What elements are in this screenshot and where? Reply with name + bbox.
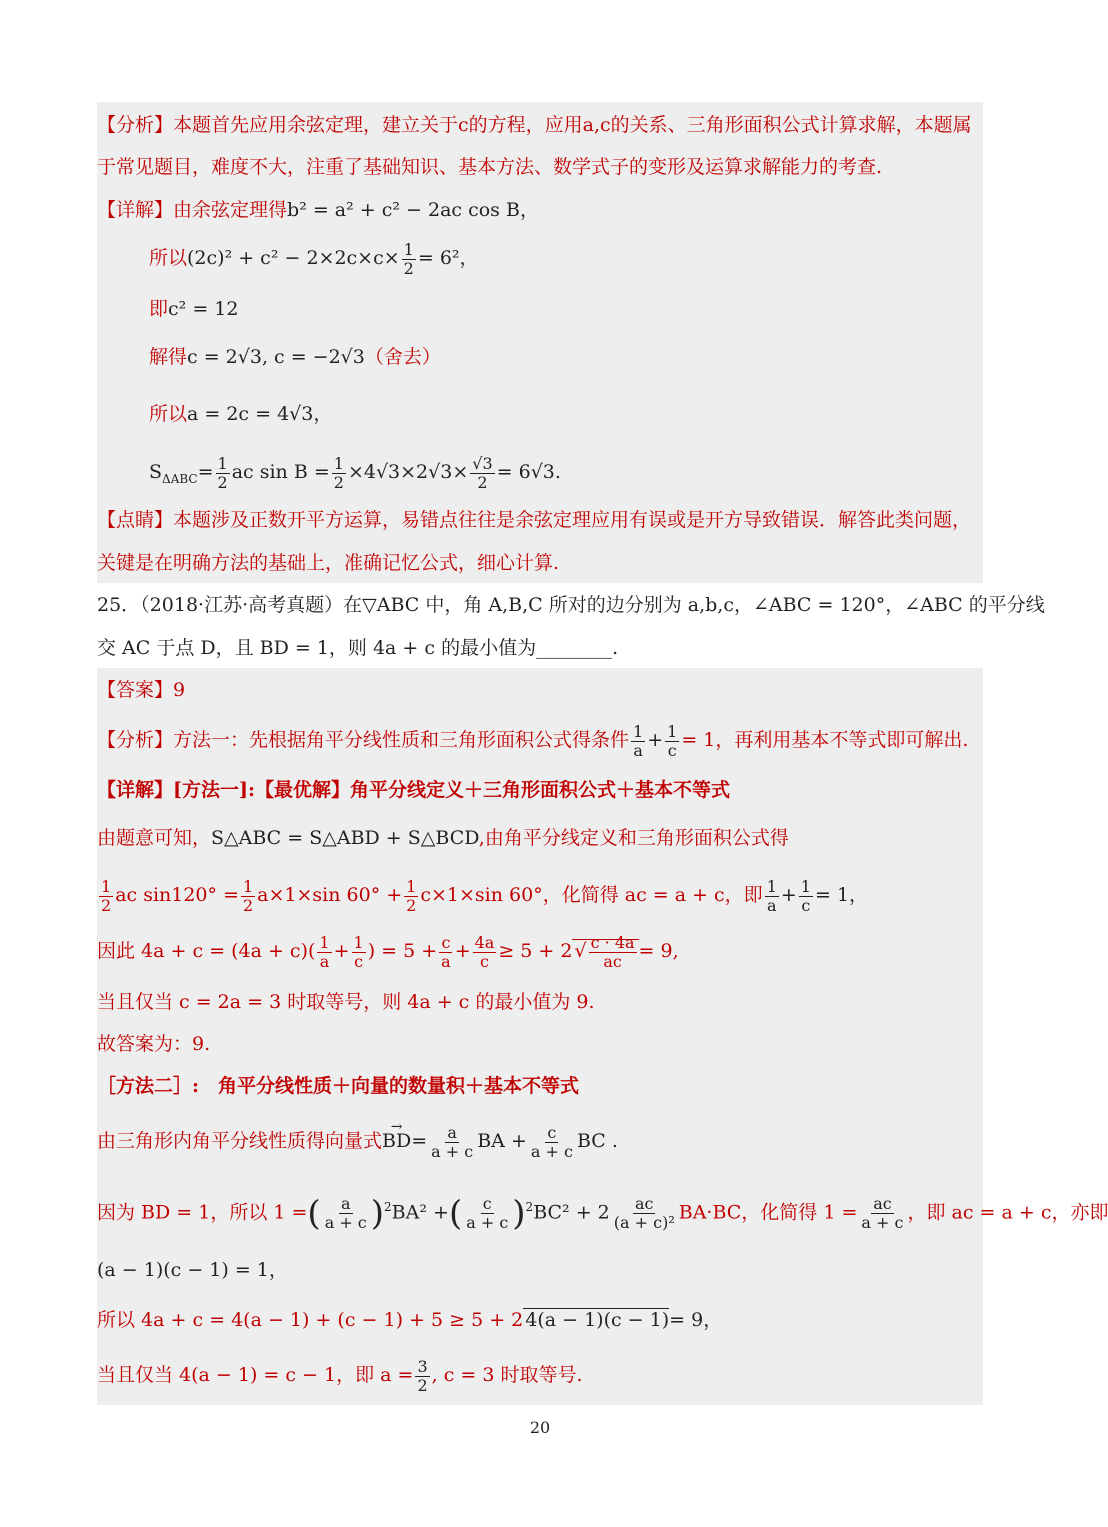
detail-tag: 【详解】 bbox=[97, 779, 174, 801]
fraction-half: $\frac{1}{2}$ bbox=[242, 876, 254, 915]
m2-l5-a: 当且仅当 4(a − 1) = c − 1，即 a = bbox=[97, 1364, 414, 1386]
step1-formula-b: = 6²， bbox=[417, 247, 479, 269]
analysis-text: 本题首先应用余弦定理，建立关于c的方程，应用a,c的关系、三角形面积公式计算求解，本题属 bbox=[173, 114, 972, 136]
step-4 bbox=[149, 402, 332, 426]
analysis-tag: 【分析】 bbox=[97, 729, 174, 751]
fraction-ac-apc: $\frac{ac}{a + c}$ bbox=[861, 1193, 904, 1232]
m2-l1-a: 由三角形内角平分线性质得向量式 bbox=[97, 1130, 383, 1152]
analysis-tag: 【分析】 bbox=[97, 114, 174, 136]
m2-l1-ba: BA + bbox=[477, 1130, 527, 1152]
fraction-half: $\frac{1}{2}$ bbox=[217, 453, 228, 492]
m1-l2-c: c×1×sin 60°，化简得 ac = a + c，即 bbox=[420, 884, 763, 906]
solution-block-24 bbox=[97, 102, 983, 583]
analysis-line-1 bbox=[97, 113, 972, 137]
m2-l4-sqrt: 4(a − 1)(c − 1) bbox=[525, 1309, 670, 1331]
fraction-1-a: $\frac{1}{a}$ bbox=[319, 932, 330, 971]
comment-tag: 【点睛】 bbox=[97, 509, 174, 531]
m2-l5-b: , c = 3 时取等号. bbox=[431, 1364, 583, 1386]
m1-line-3: 因此 4a + c = (4a + c)( $\frac{1}{a}$ + $\frac{1}{c}$ ) = 5 + $\frac{c}{a}$ + $\frac{4a}{c}$ ≥ 5 + 2 √ $\frac{c \cdot 4a}{ac}$ = 9, bbox=[97, 932, 679, 971]
fraction-half: $\frac{1}{2}$ bbox=[403, 239, 414, 278]
m2-line-3: (a − 1)(c − 1) = 1， bbox=[97, 1259, 288, 1281]
step3-note: （舍去） bbox=[364, 346, 441, 368]
m2-l4-a: 所以 4a + c = 4(a − 1) + (c − 1) + 5 ≥ 5 + 2 bbox=[97, 1309, 524, 1331]
m1-l3-d: = 9, bbox=[638, 940, 679, 962]
analysis-line: 【分析】方法一：先根据角平分线性质和三角形面积公式得条件 $\frac{1}{a}$ + $\frac{1}{c}$ = 1，再利用基本不等式即可解出. bbox=[97, 721, 969, 760]
m2-line-2: 因为 BD = 1，所以 1 =( $\frac{a}{a + c}$ )$^2$BA² +( $\frac{c}{a + c}$ )$^2$BC² + 2 $\frac{ac}{\text{(a + c)²}}$ BA·BC，化简得 1 = $\frac{ac}{a + c}$ ，即 ac = a + c，亦即 bbox=[97, 1193, 1108, 1234]
m1-l1-text-b: ,由角平分线定义和三角形面积公式得 bbox=[478, 827, 789, 849]
fraction-1-c: $\frac{1}{c}$ bbox=[667, 721, 678, 760]
fraction-4a-c: $\frac{4a}{c}$ bbox=[474, 932, 495, 971]
analysis-text-a: 方法一：先根据角平分线性质和三角形面积公式得条件 bbox=[173, 729, 630, 751]
detail-heading bbox=[97, 778, 730, 802]
area-s: S bbox=[149, 461, 163, 483]
detail-formula: b² = a² + c² − 2ac cos B， bbox=[287, 199, 539, 221]
fraction-1-a: $\frac{1}{a}$ bbox=[766, 876, 777, 915]
fraction-half: $\frac{1}{2}$ bbox=[101, 876, 112, 915]
square: 2 bbox=[525, 1200, 534, 1214]
answer-tag: 【答案】 bbox=[97, 679, 174, 701]
comment-line-2: 关键是在明确方法的基础上，准确记忆公式，细心计算. bbox=[97, 552, 560, 574]
detail-tag: 【详解】 bbox=[97, 199, 174, 221]
fraction-a-apc: $\frac{a}{a + c}$ bbox=[324, 1193, 367, 1232]
m1-l3-c: ≥ 5 + 2 bbox=[498, 940, 573, 962]
method-1-heading: [方法一]:【最优解】角平分线定义＋三角形面积公式＋基本不等式 bbox=[173, 779, 731, 801]
m2-l2-b: BA² + bbox=[391, 1201, 449, 1224]
step-2 bbox=[149, 297, 238, 321]
area-part: ac sin B = bbox=[231, 461, 330, 483]
fraction-3-2: $\frac{3}{2}$ bbox=[417, 1356, 428, 1395]
sqrt-product: √ $\frac{c \cdot 4a}{ac}$ bbox=[572, 939, 638, 962]
fraction-c-apc: $\frac{c}{a + c}$ bbox=[530, 1122, 573, 1161]
page-number: 20 bbox=[529, 1418, 551, 1437]
fraction-a-apc: $\frac{a}{a + c}$ bbox=[431, 1122, 474, 1161]
m1-l3-b: ) = 5 + bbox=[367, 940, 438, 962]
m2-line-4 bbox=[97, 1308, 722, 1332]
step1-prefix: 所以 bbox=[149, 247, 188, 269]
detail-line bbox=[97, 198, 539, 222]
m1-line-5: 故答案为：9. bbox=[97, 1033, 211, 1055]
m2-l1-bc: BC . bbox=[576, 1130, 618, 1152]
step4-formula: a = 2c = 4√3， bbox=[187, 403, 333, 425]
m1-line-1 bbox=[97, 826, 789, 850]
answer-line bbox=[97, 678, 185, 702]
step3-prefix: 解得 bbox=[149, 346, 188, 368]
fraction-sqrt3-half: $\frac{√3}{2}$ bbox=[472, 453, 493, 492]
step4-prefix: 所以 bbox=[149, 403, 188, 425]
m2-line-5 bbox=[97, 1352, 583, 1398]
comment-line-1 bbox=[97, 508, 971, 532]
analysis-line-2: 于常见题目，难度不大，注重了基础知识、基本方法、数学式子的变形及运算求解能力的考查. bbox=[97, 156, 883, 178]
answer-value: 9 bbox=[173, 679, 186, 701]
m1-l1-text: 由题意可知， bbox=[97, 827, 212, 849]
m2-l2-d: BA·BC，化简得 1 = bbox=[678, 1201, 858, 1224]
m2-l2-e: ，即 ac = a + c，亦即 bbox=[907, 1201, 1108, 1224]
m1-l1-formula: S△ABC = S△ABD + S△BCD bbox=[211, 827, 479, 849]
m2-line-1 bbox=[97, 1118, 618, 1164]
question-25-line-2: 交 AC 于点 D，且 BD = 1，则 4a + c 的最小值为________. bbox=[97, 637, 619, 659]
question-25-line-1: 25．（2018·江苏·高考真题）在▽ABC 中，角 A,B,C 所对的边分别为 a,b,c，∠ABC = 120°，∠ABC 的平分线 bbox=[97, 594, 1045, 616]
detail-text: 由余弦定理得 bbox=[173, 199, 288, 221]
fraction-1-c: $\frac{1}{c}$ bbox=[353, 932, 364, 971]
m1-l2-a: ac sin120° = bbox=[115, 884, 239, 906]
step1-formula-a: (2c)² + c² − 2×2c×c× bbox=[187, 247, 400, 269]
m1-l2-b: a×1×sin 60° + bbox=[257, 884, 403, 906]
area-eq: = bbox=[197, 461, 214, 483]
square: 2 bbox=[384, 1200, 392, 1214]
area-sub: ΔABC bbox=[162, 471, 198, 486]
m1-line-2: $\frac{1}{2}$ ac sin120° = $\frac{1}{2}$ a×1×sin 60° + $\frac{1}{2}$ c×1×sin 60°，化简得 ac = a + c，即 $\frac{1}{a}$ + $\frac{1}{c}$ = 1， bbox=[101, 876, 869, 915]
fraction-c-a-4a-c: $\frac{c \cdot 4a}{ac}$ bbox=[590, 932, 635, 971]
fraction-1-c: $\frac{1}{c}$ bbox=[800, 876, 811, 915]
fraction-ac-apc-sq: $\frac{ac}{\text{(a + c)²}}$ bbox=[613, 1193, 675, 1232]
solution-block-25 bbox=[97, 668, 1108, 1405]
comment-text: 本题涉及正数开平方运算，易错点往往是余弦定理应用有误或是开方导致错误．解答此类问题， bbox=[173, 509, 972, 531]
method-2-heading: ［方法二］: 角平分线性质＋向量的数量积＋基本不等式 bbox=[97, 1075, 580, 1097]
fraction-half: $\frac{1}{2}$ bbox=[406, 876, 417, 915]
fraction-1-a: $\frac{1}{a}$ bbox=[633, 721, 644, 760]
m1-l3-a: 因此 4a + c = (4a + c)( bbox=[97, 940, 316, 962]
step2-formula: c² = 12 bbox=[168, 298, 239, 320]
step-3 bbox=[149, 345, 441, 369]
step-1 bbox=[149, 238, 479, 278]
fraction-c-apc: $\frac{c}{a + c}$ bbox=[466, 1193, 509, 1232]
m2-l2-c: BC² + 2 bbox=[533, 1201, 610, 1224]
m2-l1-eq: = bbox=[411, 1130, 428, 1152]
m2-l2-a: 因为 BD = 1，所以 1 = bbox=[97, 1201, 308, 1224]
step3-formula: c = 2√3, c = −2√3 bbox=[187, 346, 365, 368]
fraction-half: $\frac{1}{2}$ bbox=[333, 453, 344, 492]
area-product: ×4√3×2√3× bbox=[347, 461, 469, 483]
step-5-area-formula bbox=[149, 448, 561, 503]
step2-prefix: 即 bbox=[149, 298, 169, 320]
analysis-text-b: = 1，再利用基本不等式即可解出. bbox=[681, 729, 969, 751]
area-result: = 6√3. bbox=[496, 461, 561, 483]
m2-l4-c: = 9， bbox=[669, 1309, 723, 1331]
m1-l2-d: = 1， bbox=[814, 884, 869, 906]
m1-line-4: 当且仅当 c = 2a = 3 时取等号，则 4a + c 的最小值为 9. bbox=[97, 991, 595, 1013]
vector-bd: → BD bbox=[382, 1118, 411, 1164]
fraction-c-a: $\frac{c}{a}$ bbox=[441, 932, 451, 971]
